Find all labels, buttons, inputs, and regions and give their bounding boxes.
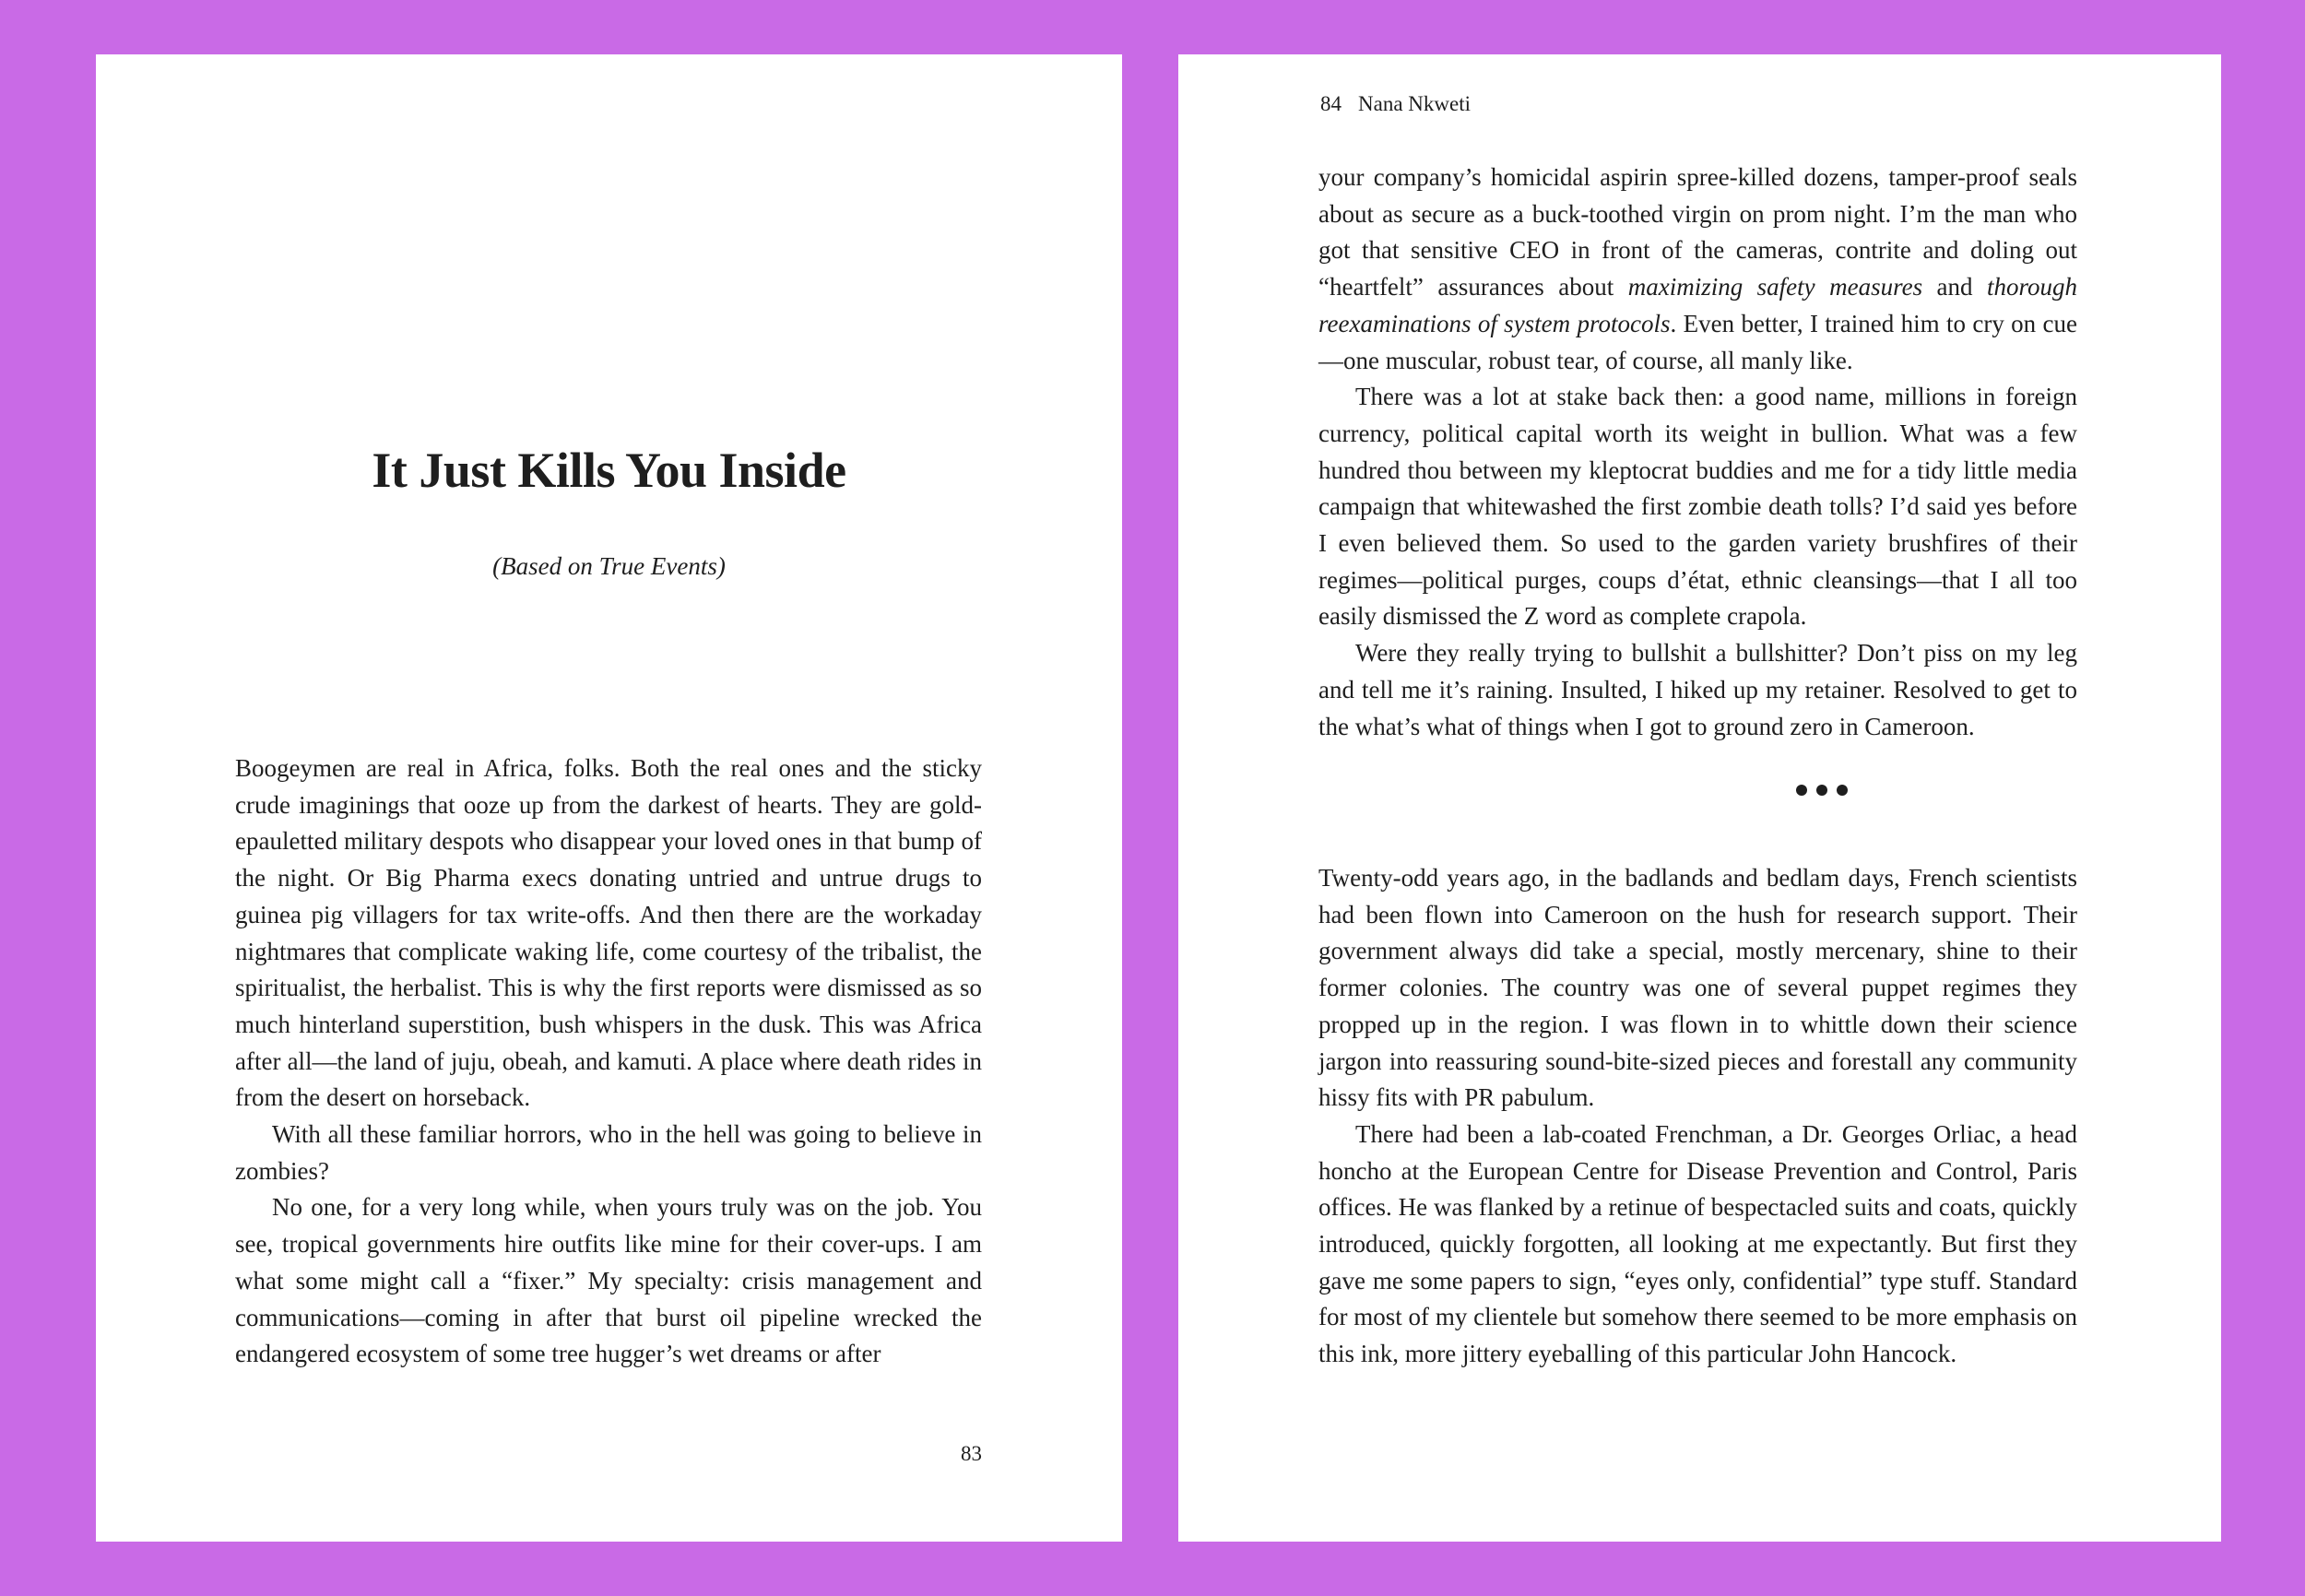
section-break-dot <box>1796 785 1807 796</box>
paragraph: There was a lot at stake back then: a good name, millions in foreign currency, political capital worth its weight in bullion. What was a few hundred thou between my kleptocrat buddies and me for a tidy little media campaign that whitewashed the first zombie death tolls? I’d said yes before I even believed them. So used to the garden variety brushfires of their regimes—political purges, coups d’état, ethnic cleansings—that I all too easily dismissed the Z word as complete crapola. <box>1318 383 2077 631</box>
left-page <box>96 54 1122 1542</box>
italic-text: maximizing safety measures <box>1627 273 1923 301</box>
running-head <box>1320 92 1471 116</box>
chapter-subtitle: (Based on True Events) <box>492 552 726 580</box>
author-name: Nana Nkweti <box>1358 92 1471 115</box>
right-page <box>1178 54 2221 1542</box>
text-run: your company’s homicidal aspirin spree-killed dozens, tamper-proof seals about as secure as a buck-toothed virgin on prom night. I’m the man who got that sensitive CEO in front of the cameras, contrite and doling out “heartfelt” assurances about <box>1318 163 2077 301</box>
paragraph: Were they really trying to bullshit a bullshitter? Don’t piss on my leg and tell me it’s raining. Insulted, I hiked up my retainer. Resolved to get to the what’s what of things when I got to ground zero in Cameroon. <box>1318 639 2077 740</box>
paragraph: Twenty-odd years ago, in the badlands and bedlam days, French scientists had been flown into Cameroon on the hush for research support. Their government always did take a special, mostly mercenary, shine to their former colonies. The country was one of several puppet regimes they propped up in the region. I was flown in to whittle down their science jargon into reassuring sound-bite-sized pieces and forestall any community hissy fits with PR pabulum. <box>1318 864 2077 1112</box>
right-page-body-top <box>1318 160 2077 745</box>
page-number: 83 <box>961 1442 982 1465</box>
section-break-dot <box>1816 785 1827 796</box>
section-break <box>1178 785 2221 796</box>
page-number: 84 <box>1320 92 1342 115</box>
paragraph: Boogeymen are real in Africa, folks. Both the real ones and the sticky crude imaginings that ooze up from the darkest of hearts. They are gold-epauletted military despots who disappear your loved ones in that bump of the night. Or Big Pharma execs donating untried and untrue drugs to guinea pig villagers for tax write-offs. And then there are the workaday nightmares that complicate waking life, come courtesy of the tribalist, the spiritualist, the herbalist. This is why the first reports were dismissed as so much hinterland superstition, bush whispers in the dusk. This was Africa after all—the land of juju, obeah, and kamuti. A place where death rides in from the desert on horseback. <box>235 754 982 1112</box>
left-page-body <box>235 751 982 1373</box>
right-page-body-bottom <box>1318 860 2077 1373</box>
paragraph: There had been a lab-coated Frenchman, a Dr. Georges Orliac, a head honcho at the European Centre for Disease Prevention and Control, Paris offices. He was flanked by a retinue of bespectacled suits and coats, quickly introduced, quickly forgotten, all looking at me expectantly. But first they gave me some papers to sign, “eyes only, confidential” type stuff. Standard for most of my clientele but somehow there seemed to be more emphasis on this ink, more jittery eyeballing of this particular John Hancock. <box>1318 1119 2077 1368</box>
paragraph: With all these familiar horrors, who in the hell was going to believe in zombies? <box>235 1120 982 1185</box>
italic-text: thorough reexaminations of system protocols <box>1318 273 2078 337</box>
text-run: and <box>1922 273 1987 301</box>
paragraph <box>1318 160 2077 379</box>
section-break-dot <box>1837 785 1848 796</box>
chapter-title: It Just Kills You Inside <box>372 443 846 498</box>
paragraph: No one, for a very long while, when yours truly was on the job. You see, tropical governments hire outfits like mine for their cover-ups. I am what some might call a “fixer.” My specialty: crisis management and communications—coming in after that burst oil pipeline wrecked the endangered ecosystem of some tree hugger’s wet dreams or after <box>235 1193 982 1368</box>
text-run: . Even better, I trained him to cry on cue—one muscular, robust tear, of course, all manly like. <box>1318 309 2077 374</box>
